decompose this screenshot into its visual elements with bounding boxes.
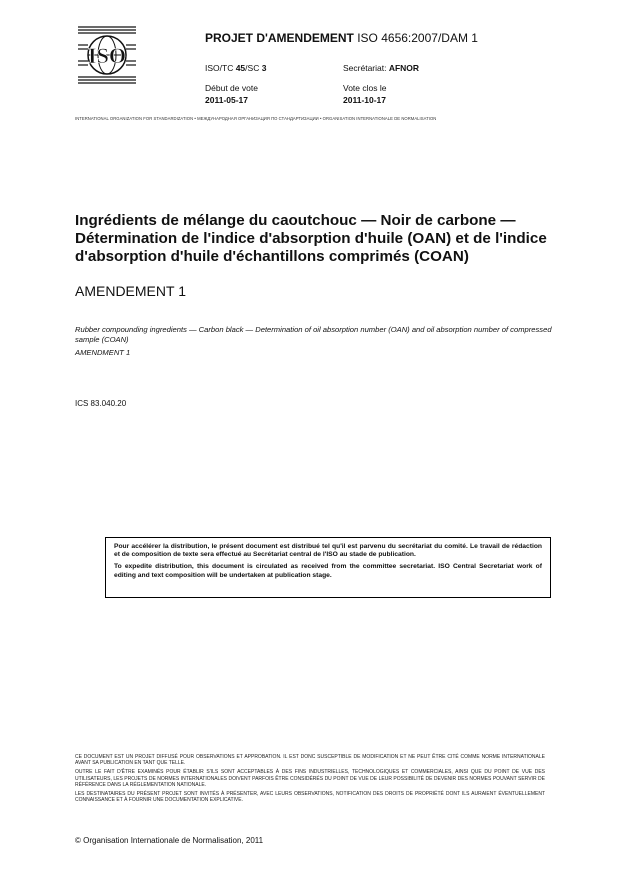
notice-french: Pour accélérer la distribution, le présent document est distribué tel qu'il est parvenu du secrétariat du comité. Le travail de rédaction et de composition de texte sera effectué au Secrétariat central de l'ISO au stade de publication. — [114, 543, 542, 559]
svg-text:ISO: ISO — [88, 43, 126, 68]
vote-end-label: Vote clos le — [343, 83, 387, 93]
english-title: Rubber compounding ingredients — Carbon black — Determination of oil absorption number (OAN) and oil absorption number of compressed sample (COAN) — [75, 325, 552, 344]
committee: ISO/TC 45/SC 3 — [205, 63, 267, 73]
legal-paragraph: CE DOCUMENT EST UN PROJET DIFFUSÉ POUR OBSERVATIONS ET APPROBATION. IL EST DONC SUSCEPTIBLE DE MODIFICATION ET NE PEUT ÊTRE CITÉ COMME NORME INTERNATIONALE AVANT SA PUBLICATION EN TANT QUE TELLE. — [75, 754, 545, 767]
secretariat: Secrétariat: AFNOR — [343, 63, 420, 73]
english-amendment-label: AMENDMENT 1 — [75, 348, 131, 357]
legal-paragraph: OUTRE LE FAIT D'ÊTRE EXAMINÉS POUR ÉTABLIR S'ILS SONT ACCEPTABLES À DES FINS INDUSTRIELLES, TECHNOLOGIQUES ET COMMERCIALES, AINSI QUE DU POINT DE VUE DES UTILISATEURS, LES PROJETS DE NORMES INTERNATIONALES DOIVENT PARFOIS ÊTRE CONSIDÉRÉS DU POINT DE VUE DE LEUR POSSIBILITÉ DE DEVENIR DES NORMES POUVANT SERVIR DE RÉFÉRENCE DANS LA RÉGLEMENTATION NATIONALE. — [75, 769, 545, 788]
copyright: © Organisation Internationale de Normalisation, 2011 — [75, 836, 264, 845]
document-type-title: PROJET D'AMENDEMENT ISO 4656:2007/DAM 1 — [205, 31, 478, 45]
organization-line: INTERNATIONAL ORGANIZATION FOR STANDARDIZATION • МЕЖДУНАРОДНАЯ ОРГАНИЗАЦИЯ ПО СТАНДАРТИЗАЦИИ • ORGANISATION INTERNATIONALE DE NORMALISATION — [75, 116, 437, 121]
document-title: Ingrédients de mélange du caoutchouc — Noir de carbone — Détermination de l'indice d'absorption d'huile (OAN) et de l'indice d'absorption d'huile d'échantillons comprimés (COAN) — [75, 212, 547, 265]
vote-end-date: 2011-10-17 — [343, 95, 387, 105]
vote-start-date: 2011-05-17 — [205, 95, 249, 105]
iso-logo — [78, 25, 136, 85]
vote-start-label: Début de vote — [205, 83, 258, 93]
distribution-notice-box — [105, 537, 551, 598]
notice-english: To expedite distribution, this document is circulated as received from the committee secretariat. ISO Central Secretariat work of editing and text composition will be undertaken at publication stage. — [114, 563, 542, 579]
amendment-label: AMENDEMENT 1 — [75, 283, 186, 299]
ics-code: ICS 83.040.20 — [75, 399, 127, 408]
legal-notice — [75, 754, 545, 806]
legal-paragraph: LES DESTINATAIRES DU PRÉSENT PROJET SONT INVITÉS À PRÉSENTER, AVEC LEURS OBSERVATIONS, NOTIFICATION DES DROITS DE PROPRIÉTÉ DONT ILS AURAIENT ÉVENTUELLEMENT CONNAISSANCE ET À FOURNIR UNE DOCUMENTATION EXPLICATIVE. — [75, 791, 545, 804]
